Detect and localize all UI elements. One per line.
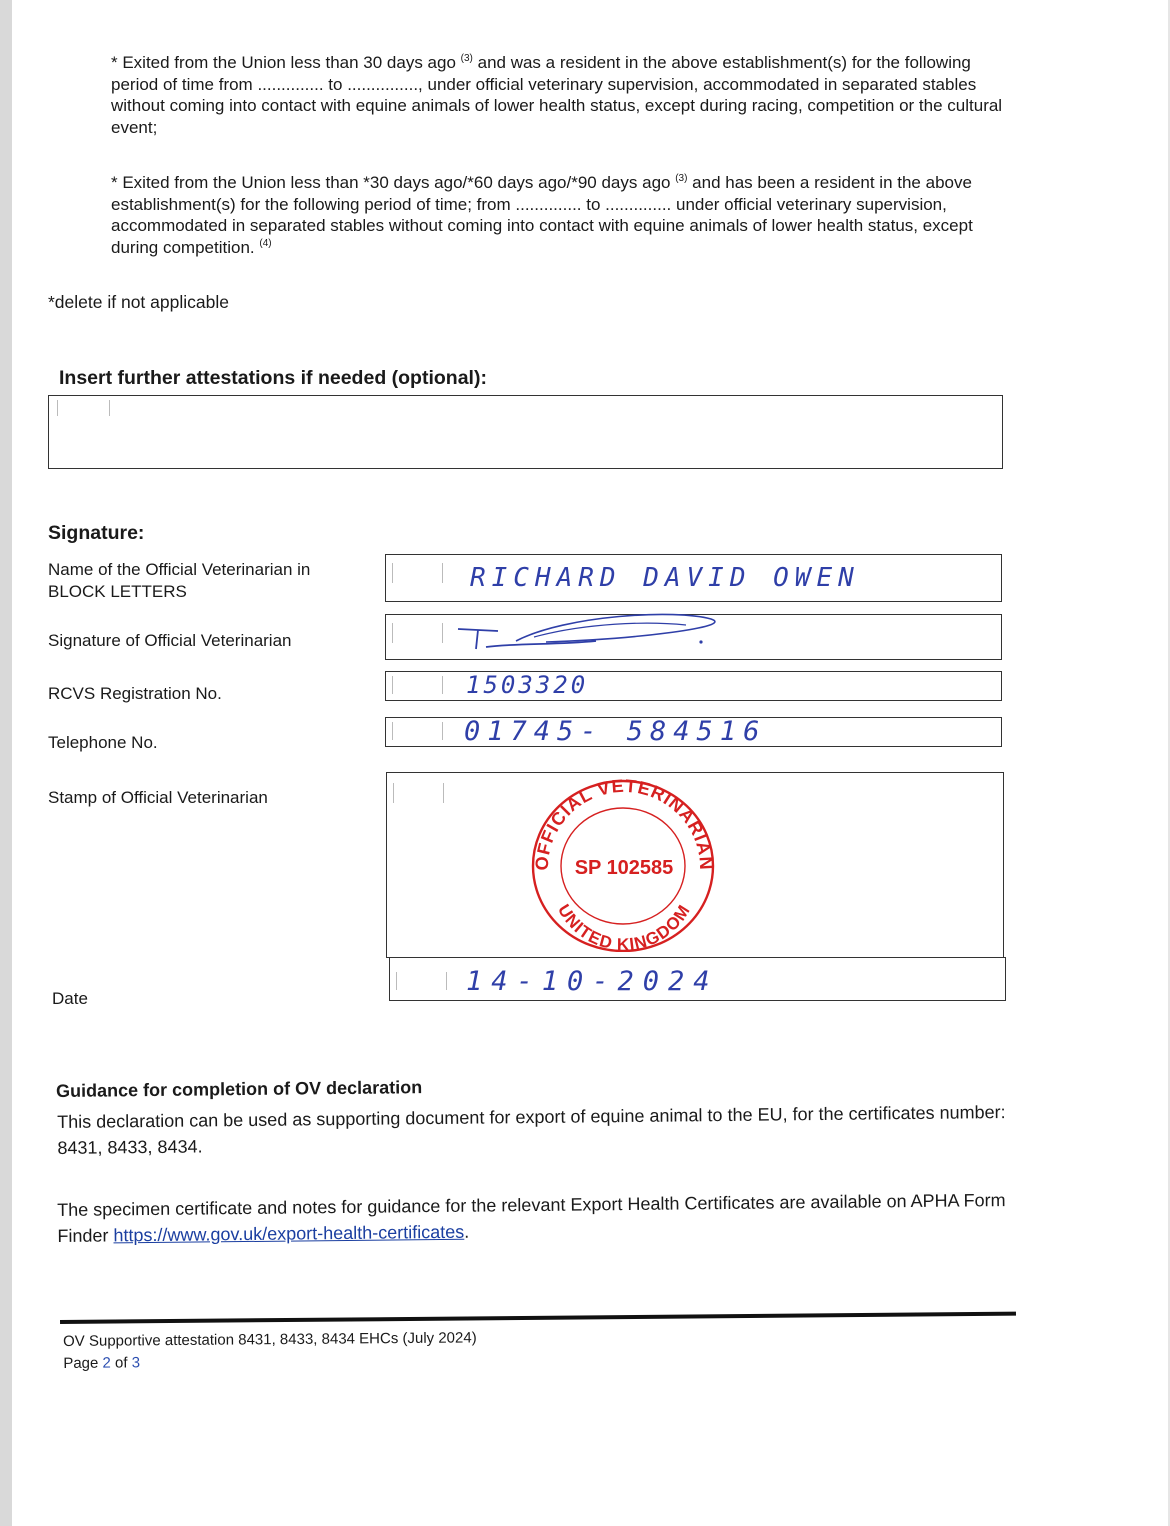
official-veterinarian-stamp <box>528 776 718 952</box>
field-marker <box>392 563 393 583</box>
field-marker <box>442 563 443 583</box>
name-label <box>48 559 310 603</box>
stamp-bottom-text: UNITED KINGDOM <box>553 900 695 952</box>
field-marker <box>442 676 443 694</box>
delete-note: *delete if not applicable <box>48 292 229 312</box>
footer <box>63 1327 477 1375</box>
telephone-handwritten-value: 01745- 584516 <box>464 716 767 747</box>
rcvs-field[interactable] <box>385 671 1002 701</box>
field-marker <box>442 623 443 643</box>
field-marker <box>446 972 447 990</box>
guidance-period: . <box>464 1221 470 1242</box>
attestation-text-1: * Exited from the Union less than 30 days ago $^{(3)}$ and was a resident in the above establishment(s) for the following period of time from .............. to ..............., under official veterinary supervision, accommodated in separated stables without coming into contact with equine animals of lower health status, except during racing, competition or the cultural event; <box>111 53 1003 137</box>
signature-field[interactable] <box>385 614 1002 660</box>
telephone-field[interactable] <box>385 717 1002 747</box>
name-handwritten-value: RICHARD DAVID OWEN <box>470 563 860 593</box>
footer-page-current: 2 <box>102 1354 111 1372</box>
stamp-center-text: SP 102585 <box>574 857 674 879</box>
guidance-paragraph-1: This declaration can be used as supporting document for export of equine animal to the EU, for the certificates number: 8431, 8433, 8434. <box>57 1102 1006 1158</box>
field-marker <box>443 783 444 803</box>
footer-rule <box>60 1312 1016 1324</box>
signature-label: Signature of Official Veterinarian <box>48 631 292 650</box>
date-handwritten-value: 14-10-2024 <box>466 966 719 997</box>
attestation-paragraph-1 <box>111 52 1011 138</box>
attestation-paragraph-2 <box>111 172 1011 258</box>
name-label-line2: BLOCK LETTERS <box>48 582 187 601</box>
field-marker <box>396 972 397 990</box>
footer-page-total: 3 <box>131 1354 141 1372</box>
field-marker <box>393 783 394 803</box>
further-attestations-heading: Insert further attestations if needed (optional): <box>59 367 487 389</box>
date-label: Date <box>52 989 88 1008</box>
svg-text:UNITED KINGDOM <box>554 901 694 952</box>
date-field[interactable] <box>389 957 1006 1001</box>
field-marker <box>392 722 393 740</box>
footer-page-word: Page <box>63 1354 99 1372</box>
guidance-paragraph-2 <box>57 1187 1017 1249</box>
handwritten-signature <box>446 609 726 661</box>
rcvs-handwritten-value: 1503320 <box>466 671 589 699</box>
rcvs-label: RCVS Registration No. <box>48 684 222 703</box>
footer-of-word: of <box>114 1354 128 1372</box>
attestation-text-2: * Exited from the Union less than *30 days ago/*60 days ago/*90 days ago $^{(3)}$ and has been a resident in the above establishment(s) for the following period of time; from .............. to .............. under official veterinary supervision, accommodated in separated stables without coming into contact with equine animals of lower health status, except during competition. $^{(4)}$ <box>111 173 973 257</box>
field-marker <box>442 722 443 740</box>
guidance-heading: Guidance for completion of OV declaration <box>56 1077 423 1101</box>
footer-page-number <box>63 1349 477 1375</box>
scan-left-edge <box>0 0 12 1526</box>
telephone-label: Telephone No. <box>48 733 158 752</box>
export-health-certificates-link[interactable]: https://www.gov.uk/export-health-certificates <box>113 1221 465 1246</box>
field-marker <box>57 400 58 416</box>
guidance-text: The specimen certificate and notes for guidance for the relevant Export Health Certificates are available on APHA Form Finder <box>57 1190 1006 1246</box>
field-marker <box>392 676 393 694</box>
footer-doc-title: OV Supportive attestation 8431, 8433, 8434 EHCs (July 2024) <box>63 1329 477 1350</box>
name-label-line1: Name of the Official Veterinarian in <box>48 560 311 579</box>
signature-heading: Signature: <box>48 522 145 544</box>
further-attestations-field[interactable] <box>48 395 1003 469</box>
stamp-label: Stamp of Official Veterinarian <box>48 788 268 807</box>
field-marker <box>392 623 393 643</box>
name-field[interactable] <box>385 554 1002 602</box>
stamp-top-text: OFFICIAL VETERINARIAN <box>531 776 717 872</box>
field-marker <box>109 400 110 416</box>
